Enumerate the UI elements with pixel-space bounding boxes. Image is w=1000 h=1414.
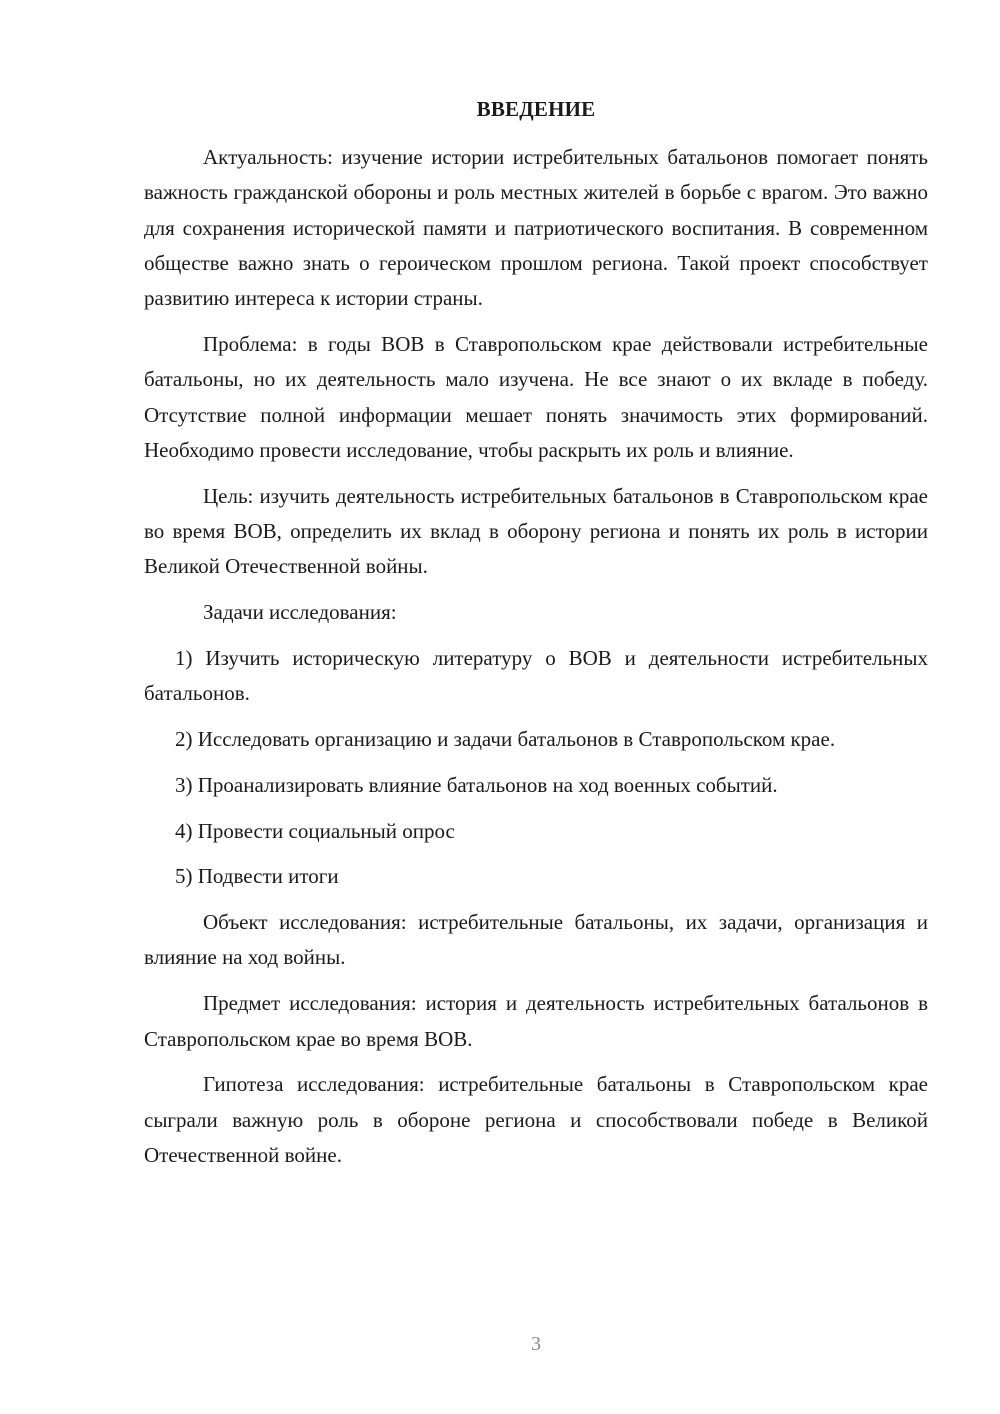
paragraph-relevance: Актуальность: изучение истории истребительных батальонов помогает понять важность гражданской обороны и роль местных жителей в борьбе с врагом. Это важно для сохранения исторической памяти и патриотического воспитания. В современном обществе важно знать о героическом прошлом региона. Такой проект способствует развитию интереса к истории страны. (144, 145, 928, 311)
paragraph-subject: Предмет исследования: история и деятельность истребительных батальонов в Ставропольском крае во время ВОВ. (144, 991, 928, 1051)
list-item: 4) Провести социальный опрос (175, 818, 455, 843)
list-item: 3) Проанализировать влияние батальонов на ход военных событий. (175, 772, 778, 797)
page-title: ВВЕДЕНИЕ (476, 97, 596, 121)
document-page (144, 92, 928, 1184)
paragraph-hypothesis: Гипотеза исследования: истребительные батальоны в Ставропольском крае сыграли важную роль в обороне региона и способствовали победе в Великой Отечественной войне. (144, 1072, 928, 1167)
paragraph-problem: Проблема: в годы ВОВ в Ставропольском крае действовали истребительные батальоны, но их деятельность мало изучена. Не все знают о их вкладе в победу. Отсутствие полной информации мешает понять значимость этих формирований. Необходимо провести исследование, чтобы раскрыть их роль и влияние. (144, 331, 928, 462)
paragraph-tasks-heading: Задачи исследования: (203, 600, 397, 625)
list-item: 1) Изучить историческую литературу о ВОВ и деятельности истребительных батальонов. (144, 645, 928, 706)
list-item: 5) Подвести итоги (175, 864, 339, 889)
paragraph-goal: Цель: изучить деятельность истребительных батальонов в Ставропольском крае во время ВОВ, определить их вклад в оборону региона и понять их роль в истории Великой Отечественной войны. (144, 483, 928, 579)
list-item: 2) Исследовать организацию и задачи батальонов в Ставропольском крае. (175, 726, 836, 751)
page-number: 3 (531, 1333, 541, 1355)
paragraph-object: Объект исследования: истребительные батальоны, их задачи, организация и влияние на ход войны. (144, 910, 928, 970)
